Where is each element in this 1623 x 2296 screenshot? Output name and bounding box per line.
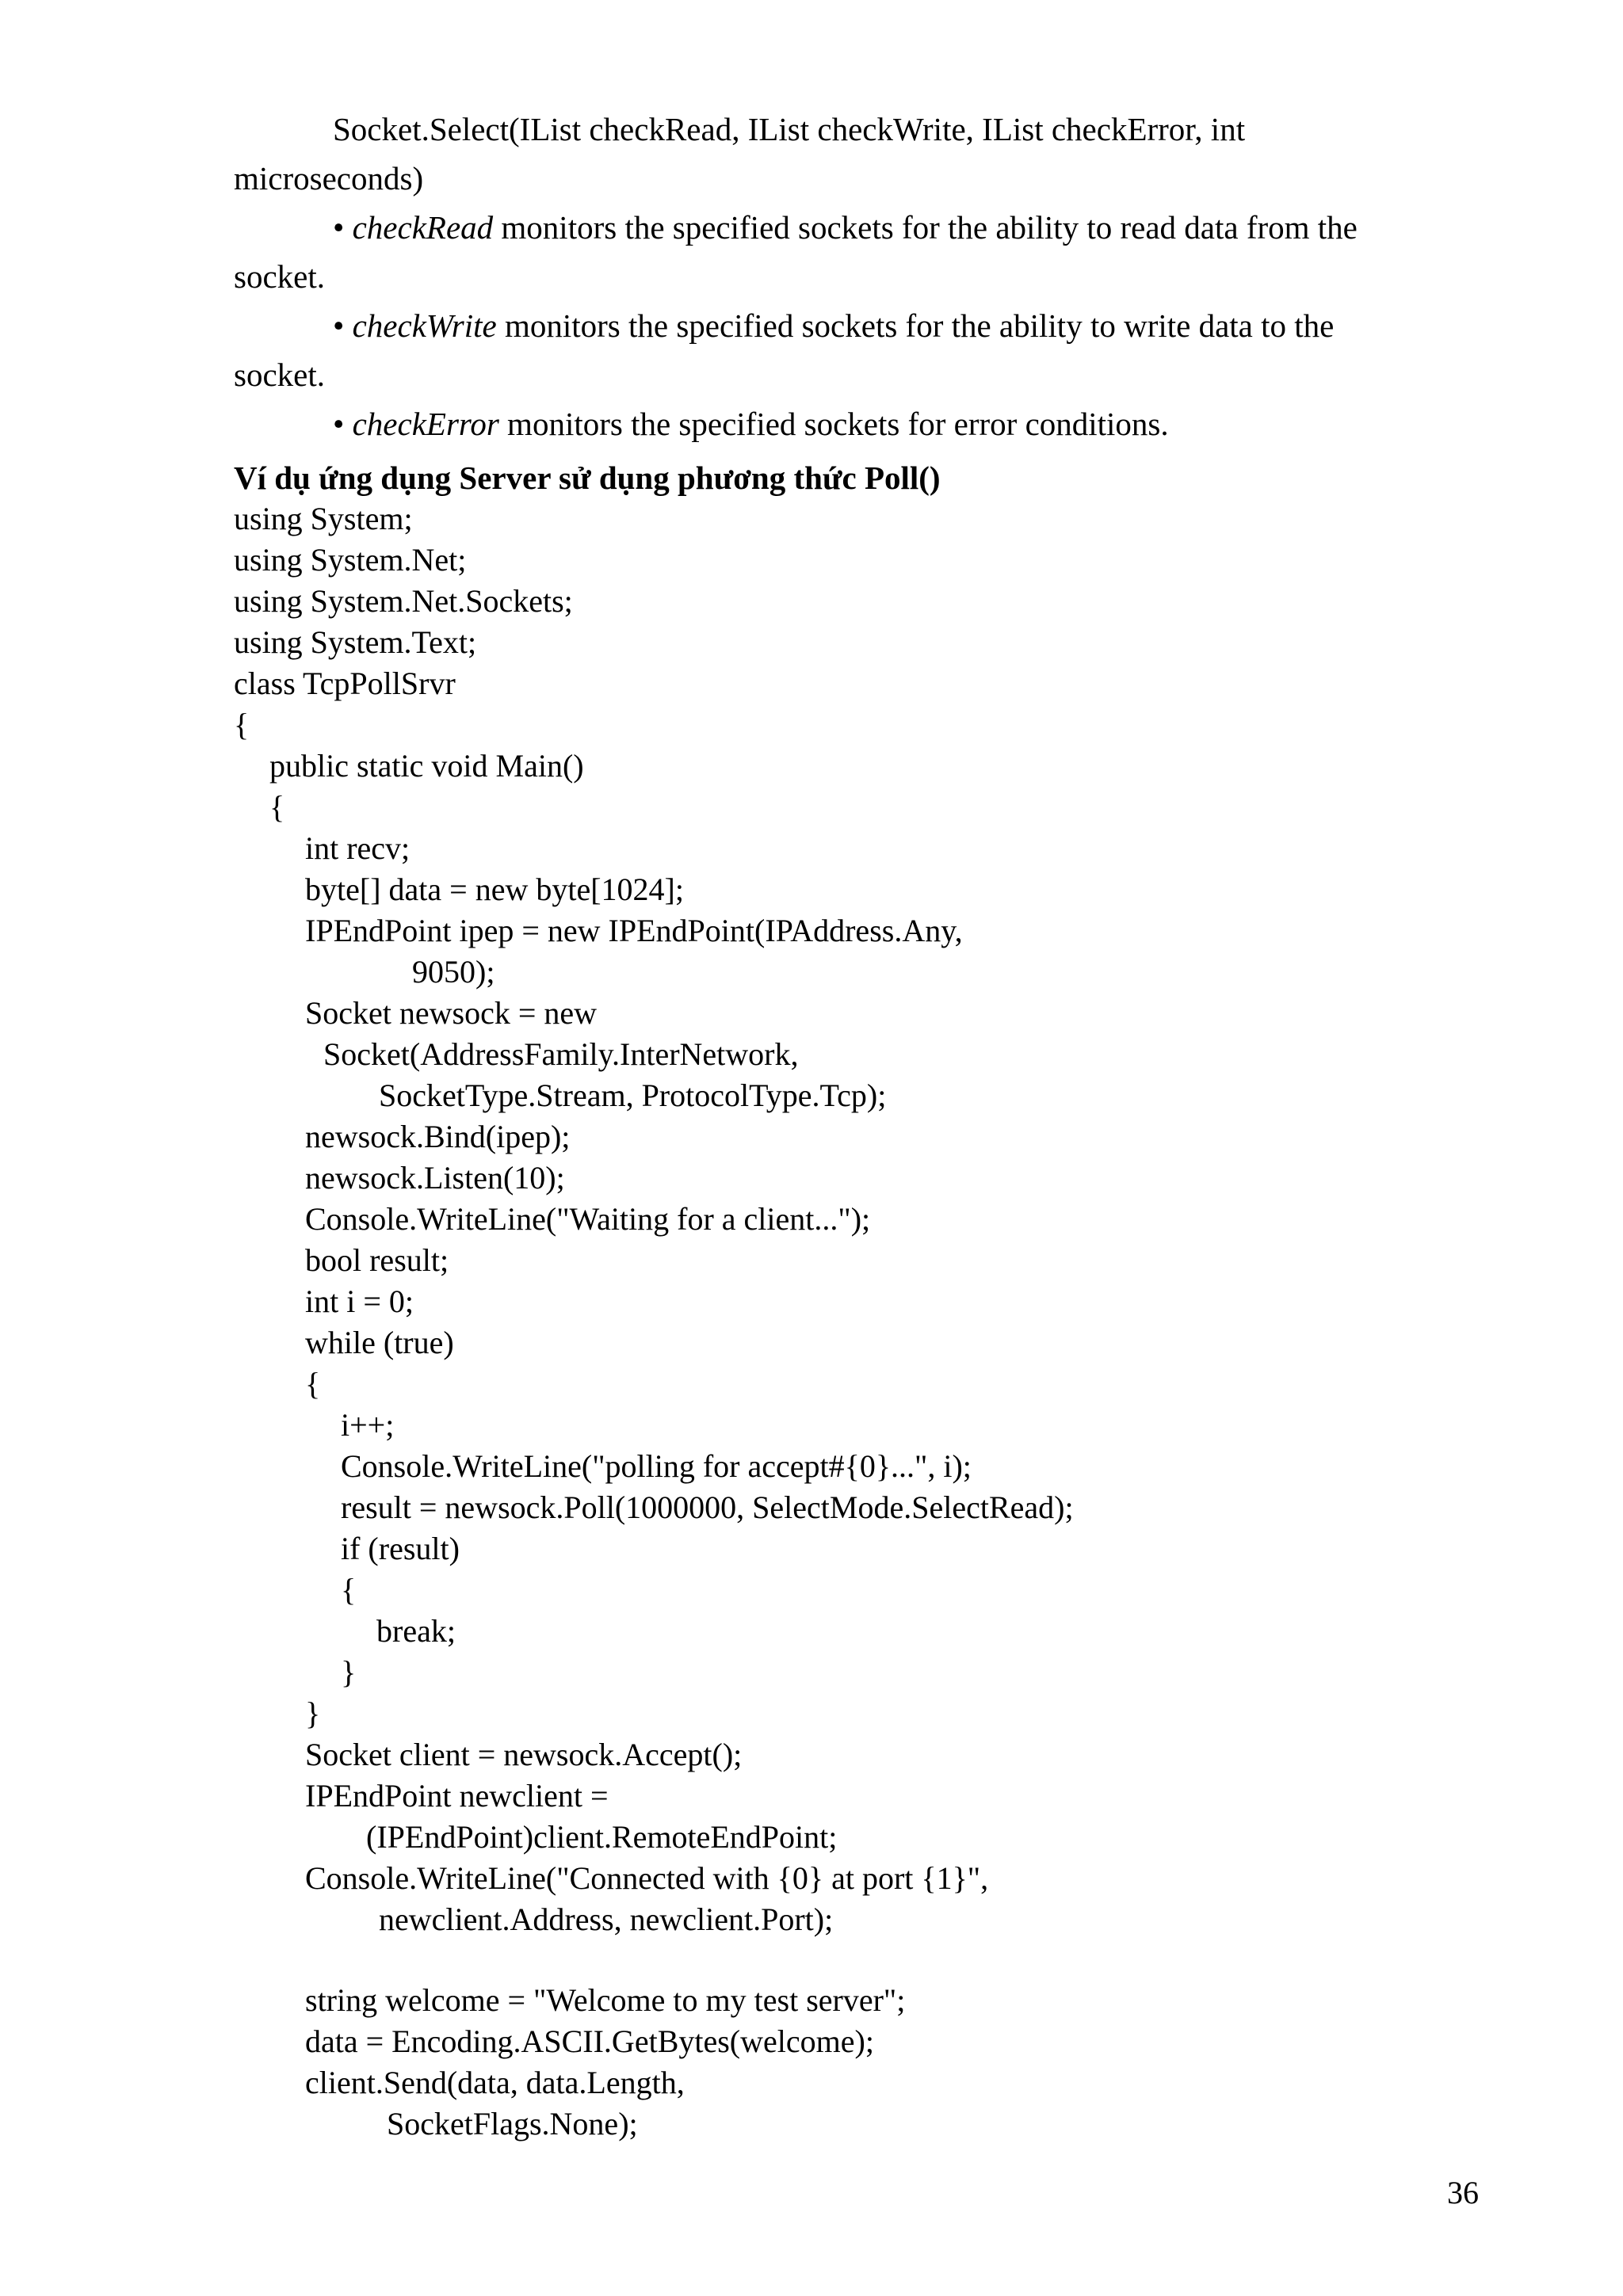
bullet-checkwrite-cont: socket. (234, 357, 325, 393)
code-line: 9050); (412, 954, 495, 990)
code-line: } (305, 1695, 321, 1731)
code-line: } (341, 1654, 357, 1690)
code-line: Console.WriteLine("Waiting for a client..."); (305, 1201, 871, 1237)
code-line: using System.Net.Sockets; (234, 583, 573, 619)
code-line: bool result; (305, 1242, 449, 1278)
code-line: Socket newsock = new (305, 995, 598, 1031)
bullet-text: monitors the specified sockets for error conditions. (498, 406, 1169, 442)
code-line: SocketType.Stream, ProtocolType.Tcp); (379, 1077, 887, 1113)
code-line: string welcome = "Welcome to my test server"; (305, 1982, 906, 2018)
code-line: data = Encoding.ASCII.GetBytes(welcome); (305, 2023, 874, 2059)
bullet-text: monitors the specified sockets for the ability to write data to the (496, 307, 1335, 344)
bullet-term: checkRead (352, 209, 494, 246)
select-signature-line2: microseconds) (234, 160, 424, 196)
code-line: break; (376, 1613, 456, 1649)
code-line: { (269, 789, 285, 825)
code-line: int recv; (305, 830, 411, 866)
code-line: using System; (234, 501, 413, 536)
bullet-checkwrite (333, 306, 1334, 345)
page-number: 36 (1447, 2175, 1479, 2210)
bullet-symbol: • (333, 209, 345, 246)
code-line: SocketFlags.None); (387, 2106, 638, 2142)
code-line: Socket(AddressFamily.InterNetwork, (323, 1036, 799, 1072)
code-line: { (341, 1572, 357, 1608)
code-line: if (result) (341, 1531, 460, 1566)
code-line: using System.Net; (234, 542, 467, 578)
code-line: client.Send(data, data.Length, (305, 2065, 685, 2100)
section-heading: Ví dụ ứng dụng Server sử dụng phương thức Poll() (234, 460, 941, 496)
code-line: public static void Main() (269, 748, 584, 784)
code-line: byte[] data = new byte[1024]; (305, 871, 684, 907)
code-line: int i = 0; (305, 1283, 414, 1319)
bullet-term: checkWrite (352, 307, 497, 344)
code-line: { (234, 707, 250, 742)
code-line: IPEndPoint newclient = (305, 1778, 609, 1814)
code-line: newsock.Listen(10); (305, 1160, 565, 1196)
code-line: Console.WriteLine("polling for accept#{0}...", i); (341, 1448, 972, 1484)
bullet-symbol: • (333, 307, 345, 344)
code-line: using System.Text; (234, 624, 477, 660)
bullet-checkread-cont: socket. (234, 258, 325, 295)
bullet-term: checkError (352, 406, 499, 442)
code-line: (IPEndPoint)client.RemoteEndPoint; (366, 1819, 838, 1855)
code-line: Socket client = newsock.Accept(); (305, 1737, 743, 1772)
bullet-symbol: • (333, 406, 345, 442)
code-line: IPEndPoint ipep = new IPEndPoint(IPAddress.Any, (305, 913, 963, 948)
code-line: result = newsock.Poll(1000000, SelectMode.SelectRead); (341, 1489, 1074, 1525)
code-line: i++; (341, 1407, 395, 1443)
bullet-checkerror (333, 404, 1169, 444)
bullet-text: monitors the specified sockets for the ability to read data from the (493, 209, 1358, 246)
code-line: class TcpPollSrvr (234, 666, 456, 701)
code-line: while (true) (305, 1325, 454, 1360)
code-line: Console.WriteLine("Connected with {0} at port {1}", (305, 1860, 989, 1896)
code-line: newsock.Bind(ipep); (305, 1119, 571, 1154)
code-line: newclient.Address, newclient.Port); (379, 1901, 834, 1937)
select-signature-line1: Socket.Select(IList checkRead, IList checkWrite, IList checkError, int (333, 111, 1246, 147)
bullet-checkread (333, 208, 1358, 247)
code-line: { (305, 1366, 321, 1402)
